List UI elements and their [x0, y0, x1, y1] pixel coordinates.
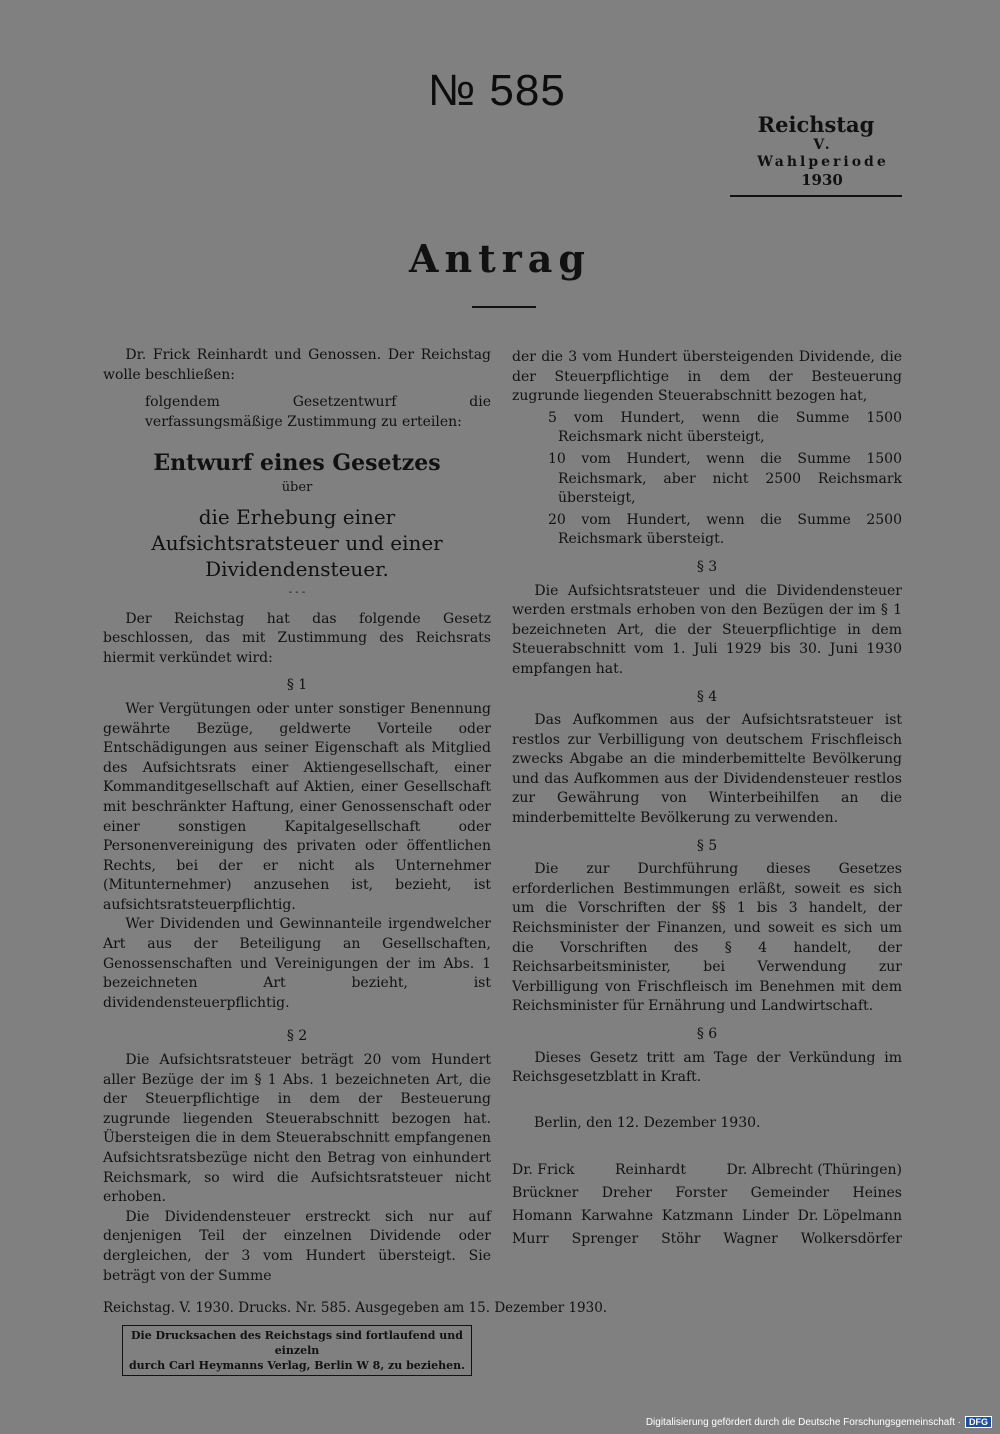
signatory-row: [512, 1205, 902, 1228]
right-column: [512, 348, 902, 1251]
distribution-notice-line: durch Carl Heymanns Verlag, Berlin W 8, zu beziehen.: [128, 1359, 466, 1372]
section-5-paragraph: Die zur Durchführung dieses Gesetzes erforderlichen Bestimmungen erläßt, soweit es sich um die Vorschriften der §§ 1 bis 3 handelt, der Reichsminister der Finanzen, und soweit es sich um die Vorschriften des § 4 handelt, der Reichsarbeitsminister, bei Verwendung zur Verbilligung von Frischfleisch im Benehmen mit dem Reichsminister für Ernährung und Landwirtschaft.: [512, 861, 902, 1015]
signatory-name: Dreher: [601, 1185, 652, 1202]
rate-tier-1: 5 vom Hundert, wenn die Summe 1500 Reichsmark nicht übersteigt,: [548, 409, 902, 446]
dfg-logo: DFG: [965, 1416, 992, 1428]
credit-text: Digitalisierung gefördert durch die Deutsche Forschungsgemeinschaft ·: [645, 1416, 961, 1428]
signatory-name: Karwahne: [581, 1208, 654, 1225]
signatory-name: Homann: [512, 1208, 573, 1225]
section-4-paragraph: Das Aufkommen aus der Aufsichtsratsteuer ist restlos zur Verbilligung von deutschem Frischfleisch zwecks Abgabe an die minderbemittelte Bevölkerung und das Aufkommen aus der Dividendensteuer restlos zur Gewährung von Winterbeihilfen an die minderbemittelte Bevölkerung zu verwenden.: [512, 712, 902, 827]
rate-tier-2: 10 vom Hundert, wenn die Summe 1500 Reichsmark, aber nicht 2500 Reichsmark übersteigt,: [548, 450, 902, 507]
signatory-name: Dr. Albrecht (Thüringen): [726, 1162, 902, 1179]
signatory-name: Wagner: [723, 1231, 778, 1248]
signatory-name: Brückner: [512, 1185, 579, 1202]
signatory-row: [512, 1182, 902, 1205]
left-column: [103, 346, 491, 1286]
section-heading-3: § 3: [696, 558, 718, 575]
place-and-date: Berlin, den 12. Dezember 1930.: [534, 1114, 761, 1131]
signatory-name: Wolkersdörfer: [800, 1231, 902, 1248]
year: 1930: [801, 170, 843, 189]
section-heading-5: § 5: [696, 837, 718, 854]
distribution-notice-line: Die Drucksachen des Reichstags sind fortlaufend und einzeln: [131, 1329, 463, 1357]
reichstag-title: Reichstag: [757, 112, 875, 137]
section-1-paragraph-2: Wer Dividenden und Gewinnanteile irgendwelcher Art aus der Beteiligung an Gesellschaften, Genossenschaften und Vereinigungen der im Abs. 1 bezeichneten Art bezieht, ist dividendensteuerpflichtig.: [103, 916, 491, 1011]
heading-rule: [472, 306, 536, 308]
signatory-name: Murr: [512, 1231, 549, 1248]
signatory-name: Heines: [852, 1185, 902, 1202]
election-period: V. Wahlperiode: [757, 137, 889, 170]
law-subject: die Erhebung einer Aufsichtsratsteuer und einer Dividendensteuer.: [151, 504, 443, 581]
header-rule: [730, 195, 902, 197]
section-6-paragraph: Dieses Gesetz tritt am Tage der Verkündung im Reichsgesetzblatt in Kraft.: [512, 1049, 902, 1086]
section-heading-6: § 6: [696, 1026, 718, 1042]
section-2-continuation: der die 3 vom Hundert übersteigenden Dividende, die der Steuerpflichtige in dem der Besteuerung zugrunde liegenden Steuerabschnitt bezogen hat,: [512, 349, 902, 405]
signatory-row: [512, 1228, 902, 1251]
section-heading-4: § 4: [696, 688, 718, 705]
document-type-heading: Antrag: [409, 236, 591, 281]
section-2-paragraph-2: Die Dividendensteuer erstreckt sich nur auf denjenigen Teil der einzelnen Dividende oder dergleichen, der 3 vom Hundert übersteigt. Sie beträgt von der Summe: [103, 1208, 491, 1284]
ueber-text: über: [281, 479, 313, 495]
signatory-name: Katzmann: [661, 1208, 734, 1225]
document-number: № 585: [428, 66, 566, 115]
signatory-name: Stöhr: [661, 1231, 701, 1248]
signatory-name: Dr. Löpelmann: [797, 1208, 902, 1225]
rate-tier-3: 20 vom Hundert, wenn die Summe 2500 Reichsmark übersteigt.: [548, 511, 902, 548]
section-2-paragraph-1: Die Aufsichtsratsteuer beträgt 20 vom Hundert aller Bezüge der im § 1 Abs. 1 bezeichneten Art, die der Steuerpflichtige in dem der Besteuerung zugrunde liegenden Steuerabschnitt bezogen hat. Übersteigen die in dem Steuerabschnitt empfangenen Aufsichtsratsbezüge nicht den Betrag von einhundert Reichsmark, so wird die Aufsichtsratsteuer nicht erhoben.: [103, 1052, 491, 1206]
signatory-name: Reinhardt: [615, 1162, 686, 1179]
signatory-name: Sprenger: [571, 1231, 639, 1248]
section-heading-2: § 2: [286, 1028, 308, 1045]
distribution-notice: [122, 1325, 472, 1376]
section-3-paragraph: Die Aufsichtsratsteuer und die Dividendensteuer werden erstmals erhoben von den Bezügen der im § 1 bezeichneten Art, die der Steuerpflichtige in dem Steuerabschnitt vom 1. Juli 1929 bis 30. Juni 1930 empfangen hat.: [512, 582, 902, 677]
publication-footer: Reichstag. V. 1930. Drucks. Nr. 585. Ausgegeben am 15. Dezember 1930.: [103, 1300, 608, 1316]
signatory-name: Dr. Frick: [512, 1162, 575, 1179]
enactment-formula: Der Reichstag hat das folgende Gesetz beschlossen, das mit Zustimmung des Reichsrats hiermit verkündet wird:: [103, 610, 491, 666]
signatories: [512, 1159, 902, 1251]
draft-title: Entwurf eines Gesetzes: [153, 450, 441, 477]
signatory-name: Linder: [742, 1208, 789, 1225]
section-1-paragraph-1: Wer Vergütungen oder unter sonstiger Benennung gewährte Bezüge, geldwerte Vorteile oder Entschädigungen aus seiner Eigenschaft als Mitglied des Aufsichtsrats einer Aktiengesellschaft, einer Kommanditgesellschaft auf Aktien, einer Gesellschaft mit beschränkter Haftung, einer Genossenschaft oder einer sonstigen Kapitalgesellschaft oder Personenvereinigung des privaten oder öffentlichen Rechts, bei der er nicht als Unternehmer (Mitunternehmer) anzusehen ist, bezieht, ist aufsichtsratsteuerpflichtig.: [103, 700, 491, 913]
reichstag-header: [730, 112, 902, 197]
separator-dash: - - -: [288, 586, 306, 598]
motion-text: folgendem Gesetzentwurf die verfassungsmäßige Zustimmung zu erteilen:: [145, 394, 491, 430]
intro-paragraph: Dr. Frick Reinhardt und Genossen. Der Reichstag wolle beschließen:: [103, 347, 491, 383]
signatory-name: Forster: [675, 1185, 728, 1202]
section-heading-1: § 1: [286, 677, 308, 694]
signatory-name: Gemeinder: [750, 1185, 830, 1202]
digitization-credit: [646, 1416, 992, 1428]
signatory-row: [512, 1159, 902, 1182]
